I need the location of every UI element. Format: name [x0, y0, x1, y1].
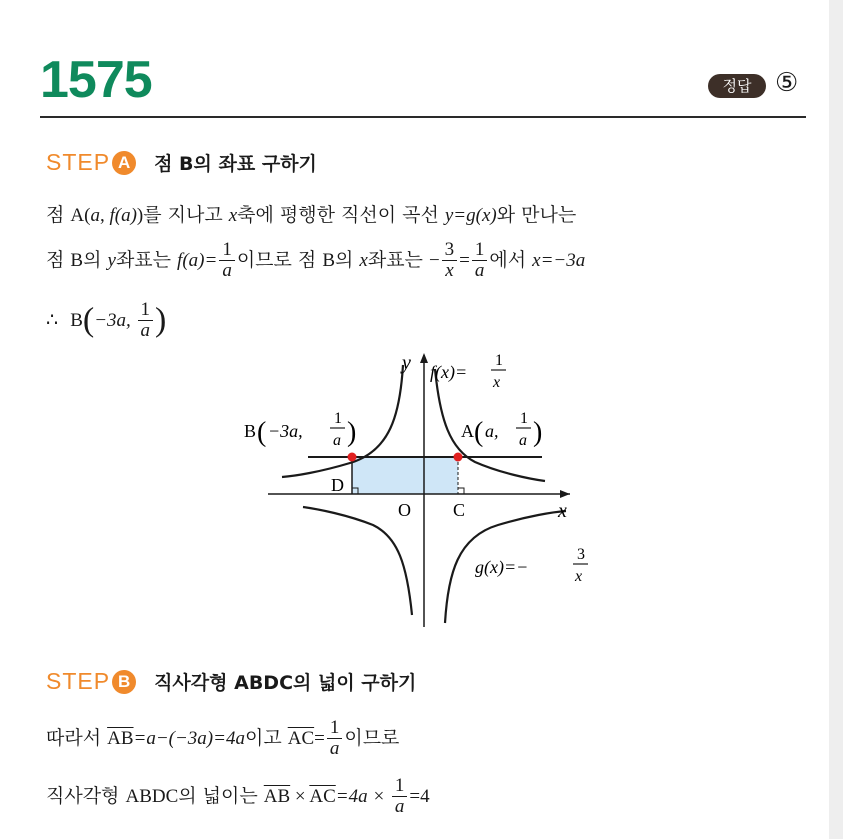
denominator: a [394, 796, 405, 817]
b-paren-close: ) [347, 417, 357, 448]
equation: y=g(x) [444, 205, 497, 226]
point-b-marker [348, 453, 357, 462]
step-b-line-2 [46, 776, 430, 817]
minus: − [428, 250, 440, 271]
x-axis-arrow [560, 490, 570, 498]
var-x: x [359, 250, 368, 271]
point-b: B [70, 250, 84, 271]
g-num: 3 [577, 546, 585, 563]
point-c-label: C [453, 500, 466, 520]
point-d-label: D [331, 475, 344, 495]
point-a: A [70, 205, 85, 226]
f-num: 1 [495, 352, 503, 369]
coord: −3a, [94, 310, 136, 331]
fraction [392, 776, 408, 817]
right-angle-mark-c [458, 488, 464, 494]
segment-ac: $\overline{AC}$ [309, 786, 336, 807]
step-title: 점 B의 좌표 구하기 [154, 153, 317, 175]
denominator: a [329, 738, 340, 759]
text: 이고 [244, 727, 288, 749]
text: 축에 평행한 직선이 곡선 [237, 204, 445, 226]
equals: = [459, 250, 470, 271]
curve-f-q3 [303, 507, 412, 615]
fraction [219, 240, 235, 281]
text: 좌표는 [115, 249, 178, 271]
a-point-label: A [461, 421, 474, 441]
hyperbola-graph [230, 345, 610, 635]
answer-badge: 정답 [708, 74, 766, 98]
step-letter-badge: A [112, 151, 136, 175]
numerator: 1 [327, 718, 343, 739]
text: 의 [335, 249, 360, 271]
comma: , [99, 205, 110, 226]
page-edge [829, 0, 843, 839]
var-y: y [107, 250, 116, 271]
expr-fa: f(a) [109, 205, 137, 226]
a-den: a [519, 432, 527, 449]
denominator: x [445, 260, 454, 281]
g-den: x [575, 568, 583, 585]
b-paren-open: ( [257, 417, 267, 448]
y-axis-label: y [402, 352, 411, 374]
origin-label: O [398, 500, 411, 520]
point-b: B [70, 310, 83, 331]
fraction [138, 300, 154, 341]
text: 이므로 [344, 727, 400, 749]
var-x: x [228, 205, 238, 226]
equals: = [314, 728, 325, 749]
numerator: 1 [219, 240, 235, 261]
header-divider [40, 116, 806, 118]
paren: ) [136, 205, 144, 226]
denominator: a [140, 320, 151, 341]
segment-ab: $\overline{AB}$ [263, 786, 291, 807]
text: 좌표는 [367, 249, 429, 271]
a-num: 1 [520, 410, 528, 427]
numerator: 1 [472, 240, 488, 261]
step-letter-badge: B [112, 670, 136, 694]
f-label: f(x)= [430, 362, 468, 382]
step-b-line-1 [46, 718, 399, 759]
fraction [327, 718, 343, 759]
paren: ( [84, 205, 91, 226]
y-axis-arrow [420, 353, 428, 363]
result-expr: x=−3a [532, 250, 586, 271]
text: 이므로 점 [236, 249, 323, 271]
a-paren-close: ) [533, 417, 543, 448]
step-word: STEP [46, 668, 111, 694]
b-coord: −3a, [268, 421, 303, 441]
text: 점 [46, 204, 71, 226]
paren: ( [82, 301, 95, 339]
problem-number: 1575 [40, 51, 152, 109]
var-a: a [90, 205, 100, 226]
b-den: a [333, 432, 341, 449]
numerator: 1 [138, 300, 154, 321]
rect-name: ABDC [125, 786, 179, 807]
result: =4 [409, 786, 430, 807]
equation: =4a × [335, 786, 390, 807]
fraction [442, 240, 458, 281]
a-coord: a, [485, 421, 499, 441]
b-point-label: B [244, 421, 257, 441]
denominator: a [222, 260, 232, 281]
numerator: 3 [442, 240, 458, 261]
text: 의 넓이는 [178, 785, 264, 807]
step-title: 직사각형 ABDC의 넓이 구하기 [154, 672, 417, 694]
step-b-heading [46, 668, 416, 695]
step-a-line-2 [46, 240, 585, 281]
step-word: STEP [46, 149, 111, 175]
step-a-line-1 [46, 200, 576, 227]
text: 따라서 [46, 727, 108, 749]
text: 직사각형 [46, 785, 126, 807]
rectangle-abdc [352, 457, 458, 494]
paren: ) [155, 301, 167, 339]
text: 에서 [489, 249, 533, 271]
times: × [290, 786, 310, 807]
expr-fa: f(a)= [177, 250, 218, 271]
therefore-symbol: ∴ [46, 310, 59, 331]
numerator: 1 [392, 776, 408, 797]
step-a-line-3 [46, 300, 166, 341]
text: 와 만나는 [496, 204, 577, 226]
segment-ac: $\overline{AC}$ [287, 728, 315, 749]
segment-ab: $\overline{AB}$ [107, 728, 134, 749]
text: 를 지나고 [143, 204, 229, 226]
text: 점 [46, 249, 71, 271]
fraction [472, 240, 488, 281]
a-paren-open: ( [474, 417, 484, 448]
point-a-marker [454, 453, 463, 462]
answer-value: ⑤ [775, 68, 799, 98]
g-label: g(x)=− [475, 557, 529, 577]
b-num: 1 [334, 410, 342, 427]
text: 의 [83, 249, 108, 271]
x-axis-label: x [558, 500, 567, 522]
point-b: B [322, 250, 335, 271]
step-a-heading [46, 149, 317, 176]
f-den: x [493, 374, 501, 391]
equation: =a−(−3a)=4a [133, 728, 245, 749]
denominator: a [474, 260, 485, 281]
